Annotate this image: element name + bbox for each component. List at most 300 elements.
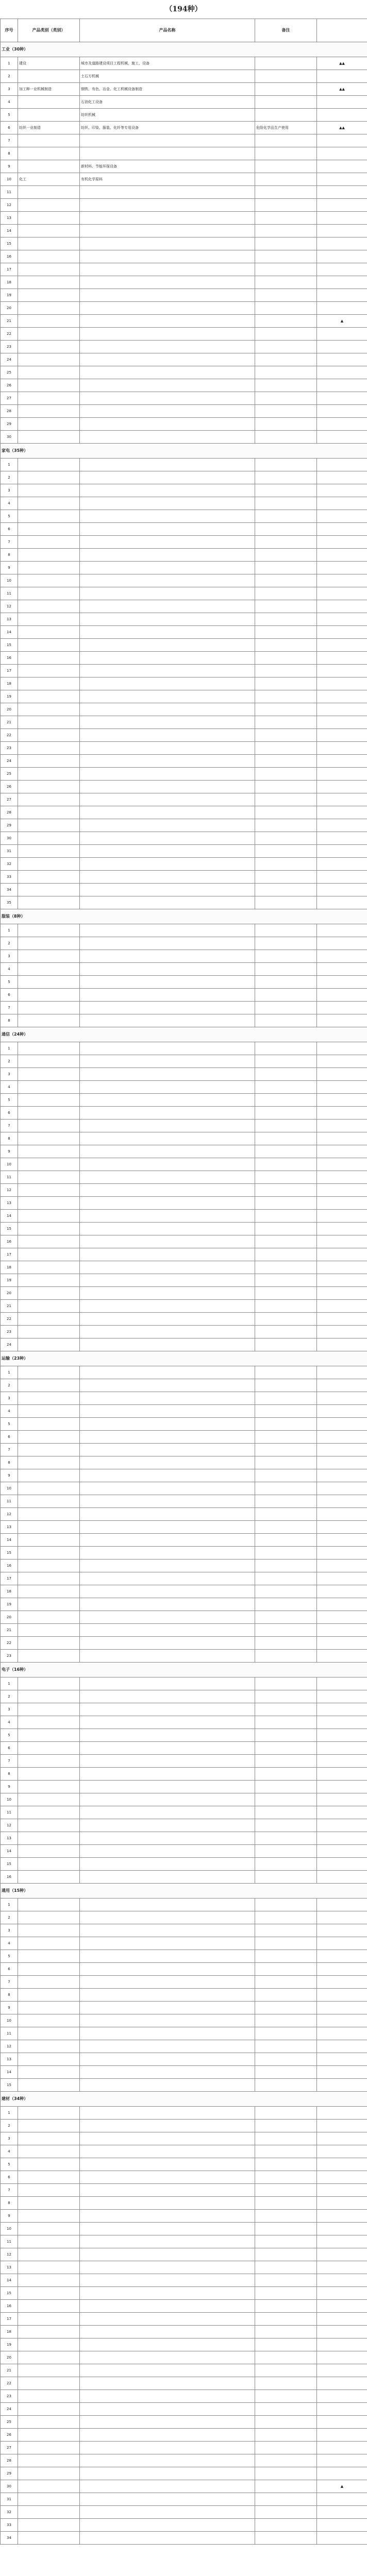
cell-mark: ▲ — [317, 2480, 367, 2493]
cell-product-name — [80, 1508, 255, 1521]
cell-note — [255, 2506, 317, 2519]
cell-no: 24 — [1, 353, 18, 366]
cell-product-name — [80, 1650, 255, 1663]
cell-category — [18, 379, 80, 392]
cell-mark — [317, 1950, 367, 1963]
table-row — [1, 2377, 367, 2390]
cell-note — [255, 871, 317, 884]
cell-product-name — [80, 2107, 255, 2120]
cell-category — [18, 353, 80, 366]
cell-mark — [317, 1366, 367, 1379]
cell-note — [255, 1521, 317, 1534]
cell-product-name — [80, 250, 255, 263]
cell-note — [255, 858, 317, 871]
cell-category — [18, 549, 80, 562]
cell-no: 1 — [1, 924, 18, 937]
cell-no: 4 — [1, 2145, 18, 2158]
cell-note — [255, 471, 317, 484]
cell-note — [255, 1690, 317, 1703]
cell-no: 11 — [1, 2027, 18, 2040]
table-row — [1, 2274, 367, 2287]
table-row — [1, 1989, 367, 2002]
table-row — [1, 690, 367, 703]
table-row — [1, 379, 367, 392]
cell-note — [255, 225, 317, 238]
cell-note — [255, 484, 317, 497]
cell-category — [18, 1287, 80, 1300]
cell-no: 27 — [1, 793, 18, 806]
cell-product-name — [80, 366, 255, 379]
cell-category — [18, 1547, 80, 1560]
table-row — [1, 431, 367, 444]
cell-note — [255, 1937, 317, 1950]
table-row — [1, 1223, 367, 1235]
cell-category — [18, 677, 80, 690]
cell-product-name — [80, 1158, 255, 1171]
cell-category — [18, 1572, 80, 1585]
cell-note — [255, 1366, 317, 1379]
table-row — [1, 1768, 367, 1781]
cell-no: 11 — [1, 1806, 18, 1819]
cell-category — [18, 2364, 80, 2377]
cell-category — [18, 1094, 80, 1107]
cell-product-name — [80, 652, 255, 665]
cell-mark — [317, 652, 367, 665]
cell-mark — [317, 2416, 367, 2429]
table-row — [1, 1637, 367, 1650]
table-row — [1, 2079, 367, 2092]
cell-no: 2 — [1, 1379, 18, 1392]
cell-product-name — [80, 1585, 255, 1598]
cell-note — [255, 289, 317, 302]
table-row — [1, 1197, 367, 1210]
cell-no: 7 — [1, 1755, 18, 1768]
cell-note — [255, 963, 317, 976]
cell-mark — [317, 2053, 367, 2066]
cell-mark — [317, 1235, 367, 1248]
cell-note — [255, 186, 317, 199]
table-row — [1, 147, 367, 160]
table-row — [1, 781, 367, 793]
cell-mark — [317, 2506, 367, 2519]
table-row — [1, 742, 367, 755]
cell-note — [255, 2313, 317, 2326]
cell-note — [255, 1729, 317, 1742]
table-row — [1, 1158, 367, 1171]
cell-category — [18, 1624, 80, 1637]
cell-category — [18, 2467, 80, 2480]
table-row — [1, 716, 367, 729]
cell-note — [255, 1598, 317, 1611]
cell-note — [255, 2390, 317, 2403]
cell-product-name — [80, 2364, 255, 2377]
cell-product-name — [80, 431, 255, 444]
cell-no: 20 — [1, 1287, 18, 1300]
cell-no: 20 — [1, 1611, 18, 1624]
table-row — [1, 665, 367, 677]
cell-product-name — [80, 497, 255, 510]
cell-note — [255, 1456, 317, 1469]
cell-category — [18, 1235, 80, 1248]
table-row — [1, 1690, 367, 1703]
table-row — [1, 1235, 367, 1248]
cell-note — [255, 884, 317, 896]
cell-no: 13 — [1, 613, 18, 626]
table-row — [1, 1650, 367, 1663]
cell-product-name — [80, 2274, 255, 2287]
cell-note — [255, 1326, 317, 1338]
cell-product-name — [80, 549, 255, 562]
cell-no: 29 — [1, 819, 18, 832]
cell-note — [255, 2480, 317, 2493]
cell-mark — [317, 2002, 367, 2014]
cell-no: 20 — [1, 703, 18, 716]
cell-category — [18, 1650, 80, 1663]
cell-product-name — [80, 315, 255, 328]
table-row — [1, 1366, 367, 1379]
cell-note — [255, 2532, 317, 2545]
table-row — [1, 1287, 367, 1300]
cell-category — [18, 497, 80, 510]
cell-product-name — [80, 1469, 255, 1482]
cell-mark — [317, 2300, 367, 2313]
table-row — [1, 1845, 367, 1858]
cell-category — [18, 1989, 80, 2002]
cell-product-name — [80, 2493, 255, 2506]
table-row — [1, 1107, 367, 1120]
cell-no: 9 — [1, 1781, 18, 1793]
cell-product-name — [80, 1547, 255, 1560]
cell-mark — [317, 989, 367, 1002]
table-row — [1, 2027, 367, 2040]
cell-mark — [317, 1223, 367, 1235]
table-row — [1, 199, 367, 212]
cell-product-name — [80, 276, 255, 289]
cell-mark: ▲▲ — [317, 83, 367, 96]
cell-product-name — [80, 1611, 255, 1624]
cell-mark — [317, 250, 367, 263]
cell-category — [18, 1456, 80, 1469]
cell-product-name — [80, 2120, 255, 2132]
cell-no: 7 — [1, 2184, 18, 2197]
cell-note — [255, 755, 317, 768]
cell-note — [255, 405, 317, 418]
cell-mark — [317, 2171, 367, 2184]
cell-product-name — [80, 2287, 255, 2300]
cell-category — [18, 405, 80, 418]
cell-mark — [317, 1171, 367, 1184]
cell-product-name — [80, 742, 255, 755]
cell-no: 4 — [1, 1716, 18, 1729]
table-row — [1, 1585, 367, 1598]
table-row — [1, 1716, 367, 1729]
cell-product-name — [80, 2313, 255, 2326]
cell-product-name — [80, 1858, 255, 1871]
table-row — [1, 1145, 367, 1158]
table-row — [1, 1469, 367, 1482]
cell-product-name: 纺织、印染、服装、化纤等专用设备 — [80, 122, 255, 134]
section-header-row — [1, 1884, 367, 1899]
cell-product-name — [80, 806, 255, 819]
cell-mark — [317, 405, 367, 418]
cell-note — [255, 1132, 317, 1145]
cell-mark — [317, 1585, 367, 1598]
table-row — [1, 2184, 367, 2197]
cell-category — [18, 134, 80, 147]
cell-mark — [317, 1572, 367, 1585]
cell-no: 12 — [1, 1508, 18, 1521]
cell-category — [18, 1248, 80, 1261]
cell-category — [18, 1899, 80, 1911]
cell-category — [18, 1806, 80, 1819]
table-row — [1, 2261, 367, 2274]
cell-category — [18, 1068, 80, 1081]
cell-product-name — [80, 2532, 255, 2545]
cell-product-name — [80, 2429, 255, 2442]
cell-no: 8 — [1, 2197, 18, 2210]
cell-no: 25 — [1, 366, 18, 379]
cell-category — [18, 1677, 80, 1690]
cell-category — [18, 1184, 80, 1197]
section-header-row — [1, 1663, 367, 1677]
cell-mark — [317, 2429, 367, 2442]
cell-mark — [317, 1547, 367, 1560]
cell-product-name — [80, 302, 255, 315]
table-row — [1, 2197, 367, 2210]
cell-category — [18, 186, 80, 199]
page-title: （194种） — [165, 5, 202, 13]
cell-product-name — [80, 2040, 255, 2053]
cell-no: 5 — [1, 109, 18, 122]
cell-no: 18 — [1, 2326, 18, 2338]
cell-product-name — [80, 613, 255, 626]
cell-category: 建设 — [18, 57, 80, 70]
cell-note — [255, 379, 317, 392]
cell-mark — [317, 1598, 367, 1611]
cell-mark — [317, 1469, 367, 1482]
cell-no: 21 — [1, 716, 18, 729]
cell-mark — [317, 96, 367, 109]
cell-category — [18, 1716, 80, 1729]
cell-mark — [317, 1431, 367, 1444]
cell-no: 24 — [1, 755, 18, 768]
cell-note — [255, 937, 317, 950]
cell-no: 1 — [1, 459, 18, 471]
cell-note — [255, 2416, 317, 2429]
cell-note — [255, 2248, 317, 2261]
cell-category — [18, 1405, 80, 1418]
table-row — [1, 2053, 367, 2066]
cell-category — [18, 2145, 80, 2158]
header-no: 序号 — [1, 19, 18, 42]
table-row — [1, 1911, 367, 1924]
cell-category — [18, 2235, 80, 2248]
cell-product-name — [80, 1184, 255, 1197]
cell-product-name — [80, 1456, 255, 1469]
cell-mark — [317, 418, 367, 431]
cell-product-name — [80, 626, 255, 639]
table-row — [1, 1832, 367, 1845]
cell-category — [18, 587, 80, 600]
header-category: 产品类别（类别） — [18, 19, 80, 42]
cell-mark — [317, 1637, 367, 1650]
table-row — [1, 1950, 367, 1963]
table-row — [1, 109, 367, 122]
cell-product-name — [80, 1572, 255, 1585]
cell-mark — [317, 1405, 367, 1418]
cell-no: 5 — [1, 1094, 18, 1107]
cell-mark — [317, 1832, 367, 1845]
table-row — [1, 989, 367, 1002]
table-row — [1, 1261, 367, 1274]
cell-mark — [317, 1184, 367, 1197]
cell-no: 7 — [1, 134, 18, 147]
cell-category — [18, 1858, 80, 1871]
cell-note — [255, 2493, 317, 2506]
cell-note — [255, 1107, 317, 1120]
cell-note — [255, 1248, 317, 1261]
cell-category — [18, 652, 80, 665]
table-row — [1, 871, 367, 884]
cell-product-name — [80, 1950, 255, 1963]
cell-note — [255, 536, 317, 549]
cell-no: 1 — [1, 57, 18, 70]
table-row — [1, 471, 367, 484]
cell-note — [255, 703, 317, 716]
table-row — [1, 1210, 367, 1223]
cell-mark — [317, 471, 367, 484]
cell-no: 7 — [1, 1002, 18, 1014]
table-row — [1, 1456, 367, 1469]
cell-mark — [317, 2403, 367, 2416]
cell-note — [255, 276, 317, 289]
cell-mark — [317, 109, 367, 122]
cell-category — [18, 2158, 80, 2171]
cell-note — [255, 238, 317, 250]
section-title: 通信（24种） — [1, 1027, 367, 1042]
cell-note — [255, 665, 317, 677]
cell-product-name — [80, 1405, 255, 1418]
table-row — [1, 1924, 367, 1937]
cell-mark — [317, 1560, 367, 1572]
cell-mark — [317, 289, 367, 302]
cell-note — [255, 652, 317, 665]
cell-mark — [317, 1716, 367, 1729]
cell-no: 18 — [1, 1585, 18, 1598]
cell-note — [255, 690, 317, 703]
cell-note — [255, 1261, 317, 1274]
cell-no: 3 — [1, 83, 18, 96]
cell-mark — [317, 2158, 367, 2171]
cell-note — [255, 1742, 317, 1755]
table-row — [1, 1274, 367, 1287]
table-row — [1, 2480, 367, 2493]
cell-no: 8 — [1, 1132, 18, 1145]
cell-no: 8 — [1, 147, 18, 160]
cell-note — [255, 1392, 317, 1405]
cell-category — [18, 2442, 80, 2454]
cell-note — [255, 2364, 317, 2377]
cell-note — [255, 2132, 317, 2145]
cell-no: 9 — [1, 562, 18, 574]
cell-mark — [317, 677, 367, 690]
cell-mark — [317, 1042, 367, 1055]
table-row — [1, 1729, 367, 1742]
cell-mark — [317, 2519, 367, 2532]
cell-no: 18 — [1, 1261, 18, 1274]
cell-product-name — [80, 2416, 255, 2429]
section-title: 服装（8种） — [1, 909, 367, 924]
cell-mark — [317, 147, 367, 160]
section-title: 运输（23种） — [1, 1351, 367, 1366]
cell-no: 26 — [1, 2429, 18, 2442]
cell-note — [255, 83, 317, 96]
cell-no: 2 — [1, 471, 18, 484]
cell-product-name — [80, 1418, 255, 1431]
cell-mark — [317, 341, 367, 353]
cell-category — [18, 1832, 80, 1845]
cell-note — [255, 1703, 317, 1716]
cell-note — [255, 806, 317, 819]
cell-no: 10 — [1, 574, 18, 587]
cell-product-name — [80, 1002, 255, 1014]
cell-note — [255, 1379, 317, 1392]
cell-note — [255, 587, 317, 600]
cell-no: 19 — [1, 2338, 18, 2351]
cell-note — [255, 1547, 317, 1560]
cell-note — [255, 1068, 317, 1081]
cell-mark — [317, 2107, 367, 2120]
cell-note — [255, 2066, 317, 2079]
table-row — [1, 250, 367, 263]
cell-no: 4 — [1, 1081, 18, 1094]
cell-category — [18, 2403, 80, 2416]
table-row — [1, 806, 367, 819]
cell-category — [18, 1313, 80, 1326]
cell-note — [255, 1210, 317, 1223]
table-row — [1, 2454, 367, 2467]
table-row — [1, 2442, 367, 2454]
cell-category — [18, 1326, 80, 1338]
cell-note — [255, 212, 317, 225]
table-row — [1, 2390, 367, 2403]
cell-note — [255, 896, 317, 909]
cell-note — [255, 328, 317, 341]
cell-mark — [317, 2261, 367, 2274]
cell-no: 1 — [1, 1677, 18, 1690]
cell-note — [255, 716, 317, 729]
cell-note — [255, 549, 317, 562]
table-row — [1, 134, 367, 147]
cell-category — [18, 819, 80, 832]
cell-no: 5 — [1, 1418, 18, 1431]
cell-product-name — [80, 1534, 255, 1547]
cell-no: 4 — [1, 1937, 18, 1950]
cell-mark — [317, 497, 367, 510]
cell-category — [18, 1585, 80, 1598]
cell-product-name: 纺织机械 — [80, 109, 255, 122]
cell-no: 6 — [1, 1742, 18, 1755]
cell-note — [255, 1287, 317, 1300]
table-row — [1, 160, 367, 173]
cell-no: 19 — [1, 289, 18, 302]
cell-mark — [317, 366, 367, 379]
cell-category — [18, 2210, 80, 2223]
cell-product-name — [80, 896, 255, 909]
cell-category — [18, 484, 80, 497]
table-row — [1, 652, 367, 665]
cell-category — [18, 289, 80, 302]
